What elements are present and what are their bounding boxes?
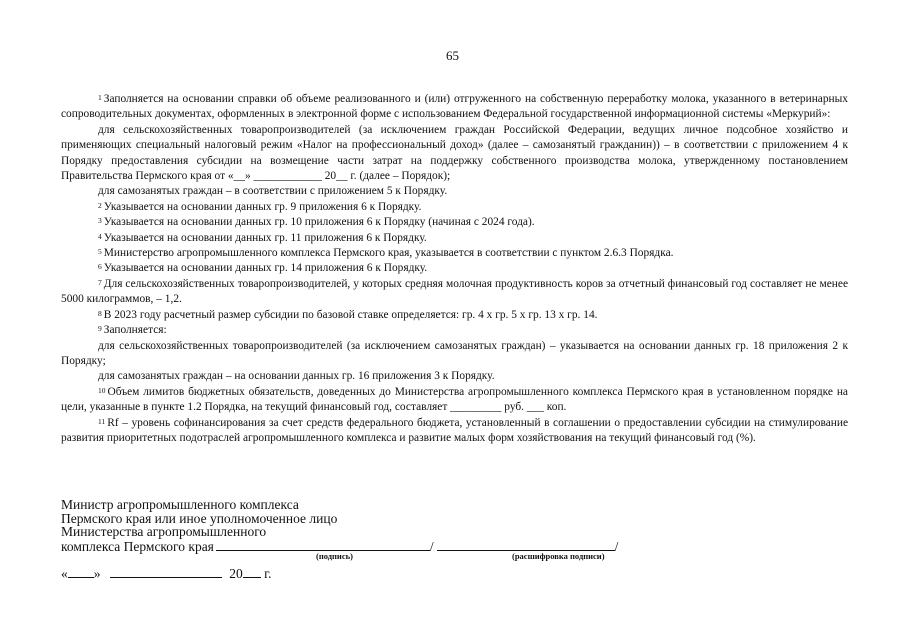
year-prefix: 20	[229, 566, 243, 581]
page-number: 65	[446, 48, 459, 63]
signature-decoding-caption: (расшифровка подписи)	[512, 551, 605, 561]
footnote-9: $^9$ Заполняется:	[98, 324, 167, 337]
footnote-1-item-selfemployed: для самозанятых граждан – в соответствии с приложением 5 к Порядку.	[98, 185, 448, 198]
footnote-11: $^{11}$ Rf – уровень софинансирования за счет средств федерального бюджета, установленный в соглашении о предоставлении субсидии на стимулирование развития приоритетных подотраслей агропромышленного комплекса и развитие малых форм хозяйствования на текущий финансовый год (%).	[61, 416, 848, 444]
footnote-9-item-producers: для сельскохозяйственных товаропроизводителей (за исключением самозанятых граждан) – указывается на основании данных гр. 18 приложения 2 к Порядку;	[61, 339, 848, 367]
footnote-7: $^7$ Для сельскохозяйственных товаропроизводителей, у которых средняя молочная продуктивность коров за отчетный финансовый год составляет не менее 5000 килограммов, – 1,2.	[61, 277, 848, 306]
separator-slash-2: /	[614, 538, 619, 554]
footnote-5: $^5$ Министерство агропромышленного комплекса Пермского края, указывается в соответствии с пунктом 2.6.3 Порядка.	[98, 247, 674, 260]
date-open-quote: «	[61, 566, 68, 581]
year-field[interactable]	[243, 566, 261, 578]
signatory-title-line-4	[61, 539, 861, 554]
footnote-2: $^2$ Указывается на основании данных гр. 9 приложения 6 к Порядку.	[98, 200, 422, 213]
date-close-quote: »	[93, 566, 101, 581]
footnote-8: $^8$ В 2023 году расчетный размер субсидии по базовой ставке определяется: гр. 4 х гр. 5 х гр. 13 х гр. 14.	[98, 308, 598, 321]
day-field[interactable]	[68, 566, 94, 578]
signature-block	[61, 498, 861, 553]
signature-decoding-field[interactable]	[437, 539, 615, 551]
footnote-1-item-producers: для сельскохозяйственных товаропроизводителей (за исключением граждан Российской Федерации, ведущих личное подсобное хозяйство и применяющих специальный налоговый режим «Налог на профессиональный доход» (далее – самозанятый гражданин)) – в соответствии с приложением 4 к Порядку предоставления субсидии на возмещение части затрат на поддержку собственного производства молока, утвержденному постановлением Правительства Пермского края от «__» ____________ 20__ г. (далее – Порядок);	[61, 123, 848, 183]
signatory-title-line-3: Министерства агропромышленного	[61, 524, 267, 539]
footnote-10: $^{10}$ Объем лимитов бюджетных обязательств, доведенных до Министерства агропромышленного комплекса Пермского края в установленном порядке на цели, указанные в пункте 1.2 Порядка, на текущий финансовый год, составляет _________ руб. ___ коп.	[61, 385, 848, 414]
signatory-title-line-4-text: комплекса Пермского края	[61, 538, 214, 554]
signature-caption: (подпись)	[316, 551, 353, 561]
date-line	[61, 566, 272, 582]
separator-slash-1: /	[429, 538, 434, 554]
footnote-9-item-selfemployed: для самозанятых граждан – на основании данных гр. 16 приложения 3 к Порядку.	[98, 370, 495, 383]
footnotes	[61, 92, 848, 446]
footnote-4: $^4$ Указывается на основании данных гр. 11 приложения 6 к Порядку.	[98, 231, 427, 244]
signatory-title-line-1: Министр агропромышленного комплекса	[61, 497, 299, 512]
signatory-title-line-2: Пермского края или иное уполномоченное лицо	[61, 510, 338, 526]
footnote-6: $^6$ Указывается на основании данных гр. 14 приложения 6 к Порядку.	[98, 262, 428, 275]
year-suffix: г.	[264, 566, 272, 581]
signature-field[interactable]	[216, 539, 430, 551]
footnote-3: $^3$ Указывается на основании данных гр. 10 приложения 6 к Порядку (начиная с 2024 года).	[98, 216, 535, 229]
footnote-1: $^1$ Заполняется на основании справки об объеме реализованного и (или) отгруженного на собственную переработку молока, указанного в ветеринарных сопроводительных документах, оформленных в электронной форме с использованием Федеральной государственной информационной системы «Меркурий»:	[61, 93, 848, 121]
month-field[interactable]	[110, 566, 222, 578]
